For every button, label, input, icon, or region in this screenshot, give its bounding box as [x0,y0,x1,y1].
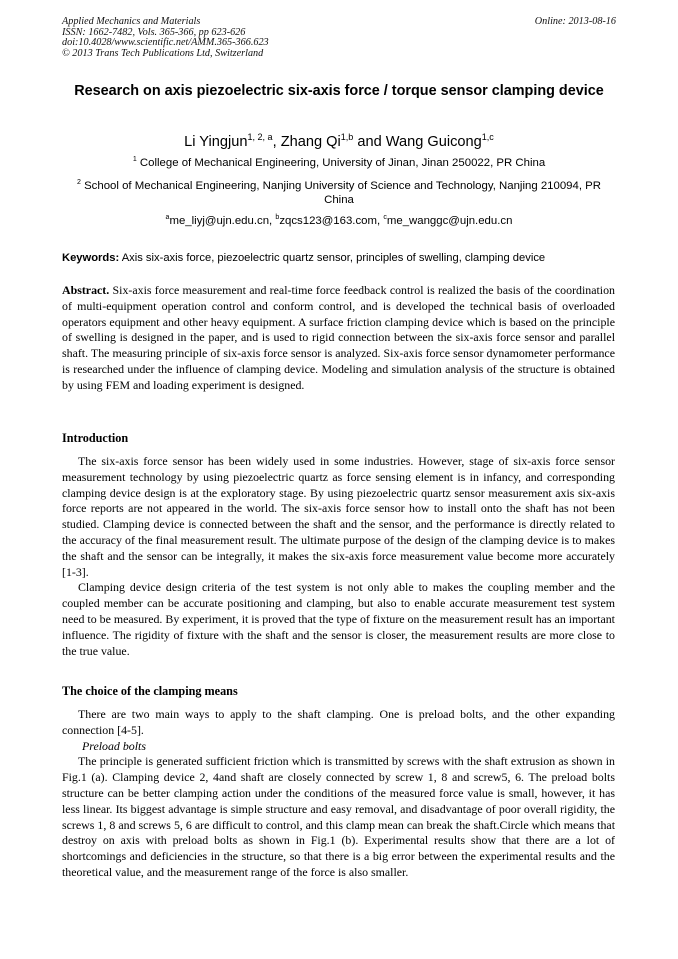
email-b[interactable]: zqcs123@163.com [279,215,377,227]
author-1-sup: 1, 2, a [247,132,273,143]
intro-paragraph-2: Clamping device design criteria of the test system is not only able to makes the coupling member and the coupled member can be accurate positioning and clamping, but also to enable accurate measurement test system need to be measured. By experiment, it is proved that the type of fixture on the measurement result has an important influence. The rigidity of fixture with the shaft and the sensor is closer, the measurement results are more close to the true value. [62,580,615,658]
intro-section [62,454,615,659]
copyright-line: © 2013 Trans Tech Publications Ltd, Switzerland [62,47,264,59]
email-line: $^a$me_liyj@ujn.edu.cn, $^b$zqcs123@163.com, $^c$me_wanggc@ujn.edu.cn [165,214,513,227]
affiliation-1-sup: 1 [132,156,137,164]
author-2-sup: 1,b [340,132,354,143]
author-line [62,133,616,151]
affiliation-2-sup: 2 [77,179,81,187]
author-3: and Wang Guicong [353,134,482,150]
keywords-text: Axis six-axis force, piezoelectric quartz sensor, principles of swelling, clamping device [119,252,546,264]
email-a[interactable]: me_liyj@ujn.edu.cn [169,215,270,227]
author-3-sup: 1,c [481,132,494,143]
abstract-text: Six-axis force measurement and real-time force feedback control is realized the basis of the coordination of multi-equipment operation control and conform control, and is developed the technical basis of overloaded operators equipment and other heavy equipment. A surface friction clamping device which is based on the principle of swelling is designed in the paper, and is used to rigid connection between the six-axis force sensor and parallel shaft. The measuring principle of six-axis force sensor is analyzed. Six-axis force sensor dynamometer performance is researched under the influence of clamping device. Modeling and simulation analysis of the structure is obtained by using FEM and loading experiment is designed. [62,283,615,392]
keywords-label: Keywords: [62,252,120,264]
subheading-preload-bolts: Preload bolts [82,738,146,753]
intro-paragraph-1: The six-axis force sensor has been widely used in some industries. However, stage of six-axis force sensor measurement technology by using piezoelectric quartz as force sensing element is in infancy, and corresponding clamping device design is at the exploratory stage. By using piezoelectric quartz sensor measurement axis six-axis force reports are not appeared in the world. The six-axis force sensor how to install onto the shaft has not been studied. Clamping device is connected between the shaft and the sensor, and the performance is directly related to the accuracy of the final measurement result. The ultimate purpose of the design of the clamping device is to makes the shaft and the sensor can be integrally, it makes the six-axis force measurement value become more accurately [1-3]. [62,454,615,579]
affiliation-1-text: College of Mechanical Engineering, University of Jinan, Jinan 250022, PR China [136,157,546,169]
issn-line: ISSN: 1662-7482, Vols. 365-366, pp 623-626 [62,26,246,38]
running-header [62,17,616,59]
affiliation-2 [62,179,616,207]
author-1: Li Yingjun [184,134,248,150]
affiliation-2-text: School of Mechanical Engineering, Nanjing University of Science and Technology, Nanjing 210094, PR China [80,180,601,206]
clamping-paragraph-1: There are two main ways to apply to the shaft clamping. One is preload bolts, and the other expanding connection [4-5]. [62,707,615,737]
heading-clamping-means: The choice of the clamping means [62,684,238,698]
affiliation-1 [62,156,616,170]
online-date: Online: 2013-08-16 [534,16,616,27]
heading-introduction: Introduction [62,431,129,445]
abstract-label: Abstract. [62,283,110,297]
journal-name: Applied Mechanics and Materials [62,16,201,27]
clamping-paragraph-2: The principle is generated sufficient friction which is transmitted by screws with the shaft extrusion as shown in Fig.1 (a). Clamping device 2, 4and shaft are closely connected by screw 1, 8 and screw5, 6. The preload bolts structure can be better clamping action under the conditions of the measured force value is small, however, it has less linear. Its biggest advantage is simple structure and easy removal, and disadvantage of poor overall rigidity, the screws 1, 8 and screws 5, 6 are difficult to control, and this clamp mean can break the shaft.Circle which means that destroy on axis with preload bolts as shown in Fig.1 (b). Experimental results show that there are a lot of shortcomings and deficiencies in the structure, so that there is a big error between the experimental results and the theoretical value, and the measurement range of the force is also smaller. [62,754,615,879]
paper-title: Research on axis piezoelectric six-axis force / torque sensor clamping device [74,83,604,99]
abstract [62,283,615,394]
clamping-section [62,707,615,881]
email-c[interactable]: me_wanggc@ujn.edu.cn [386,215,513,227]
doi-line: doi:10.4028/www.scientific.net/AMM.365-366.623 [62,37,269,49]
author-2: , Zhang Qi [272,134,341,150]
keywords [62,251,616,265]
